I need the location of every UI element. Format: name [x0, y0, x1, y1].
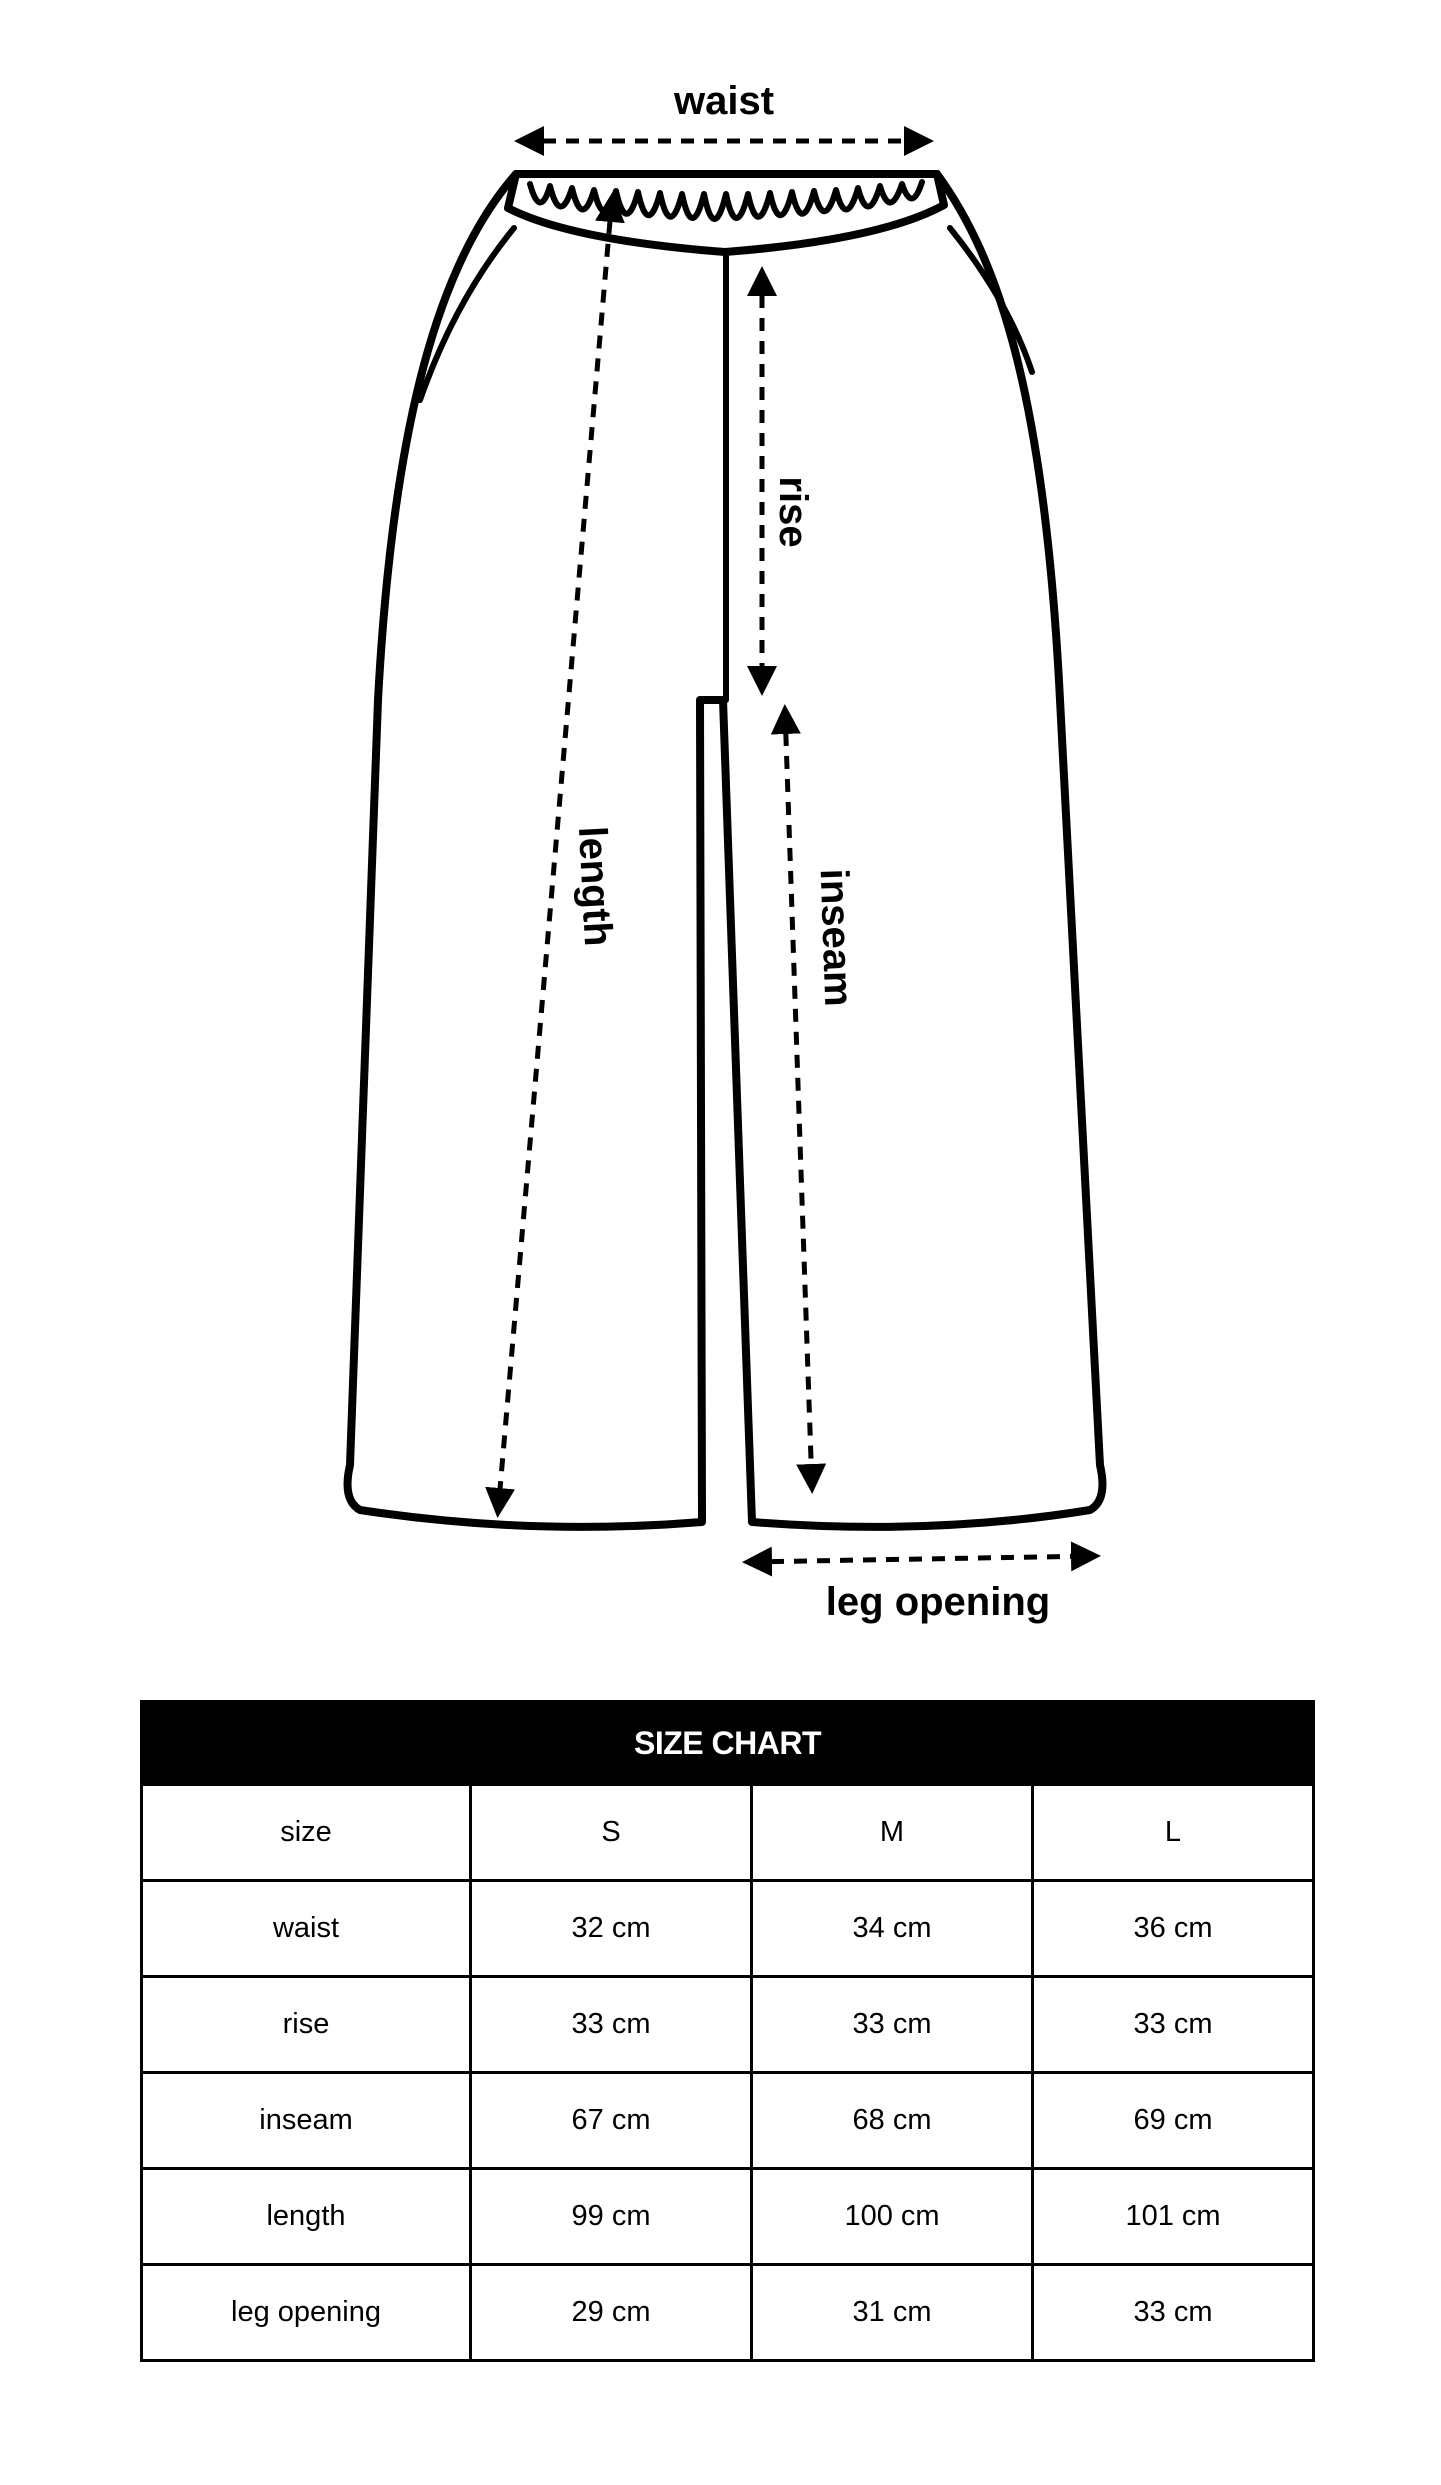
table-row: [142, 1881, 1314, 1977]
leg-opening-label: leg opening: [825, 1580, 1051, 1624]
table-cell: 33 cm: [752, 1977, 1033, 2073]
table-row: [142, 1977, 1314, 2073]
size-chart-table: [140, 1700, 1315, 2362]
table-cell: 100 cm: [752, 2169, 1033, 2265]
table-cell: 33 cm: [1033, 1977, 1314, 2073]
table-cell: 31 cm: [752, 2265, 1033, 2361]
length-label: length: [569, 825, 621, 948]
column-header: M: [752, 1785, 1033, 1881]
table-row: [142, 2073, 1314, 2169]
column-header: size: [142, 1785, 471, 1881]
rise-label: rise: [771, 476, 815, 548]
leg-opening-arrow: [748, 1556, 1095, 1562]
row-label: inseam: [142, 2073, 471, 2169]
row-label: length: [142, 2169, 471, 2265]
size-chart-title: SIZE CHART: [142, 1702, 1314, 1785]
row-label: waist: [142, 1881, 471, 1977]
table-cell: 32 cm: [471, 1881, 752, 1977]
row-label: leg opening: [142, 2265, 471, 2361]
table-cell: 29 cm: [471, 2265, 752, 2361]
table-header-row: [142, 1785, 1314, 1881]
table-cell: 69 cm: [1033, 2073, 1314, 2169]
table-cell: 68 cm: [752, 2073, 1033, 2169]
table-cell: 67 cm: [471, 2073, 752, 2169]
table-cell: 33 cm: [471, 1977, 752, 2073]
inseam-label: inseam: [811, 867, 861, 1008]
table-cell: 34 cm: [752, 1881, 1033, 1977]
table-row: [142, 2265, 1314, 2361]
table-cell: 101 cm: [1033, 2169, 1314, 2265]
trousers-illustration: [348, 174, 1103, 1527]
column-header: L: [1033, 1785, 1314, 1881]
column-header: S: [471, 1785, 752, 1881]
row-label: rise: [142, 1977, 471, 2073]
waist-label: waist: [673, 79, 775, 123]
table-cell: 36 cm: [1033, 1881, 1314, 1977]
size-chart-title-row: [142, 1702, 1314, 1785]
table-row: [142, 2169, 1314, 2265]
table-cell: 99 cm: [471, 2169, 752, 2265]
table-cell: 33 cm: [1033, 2265, 1314, 2361]
